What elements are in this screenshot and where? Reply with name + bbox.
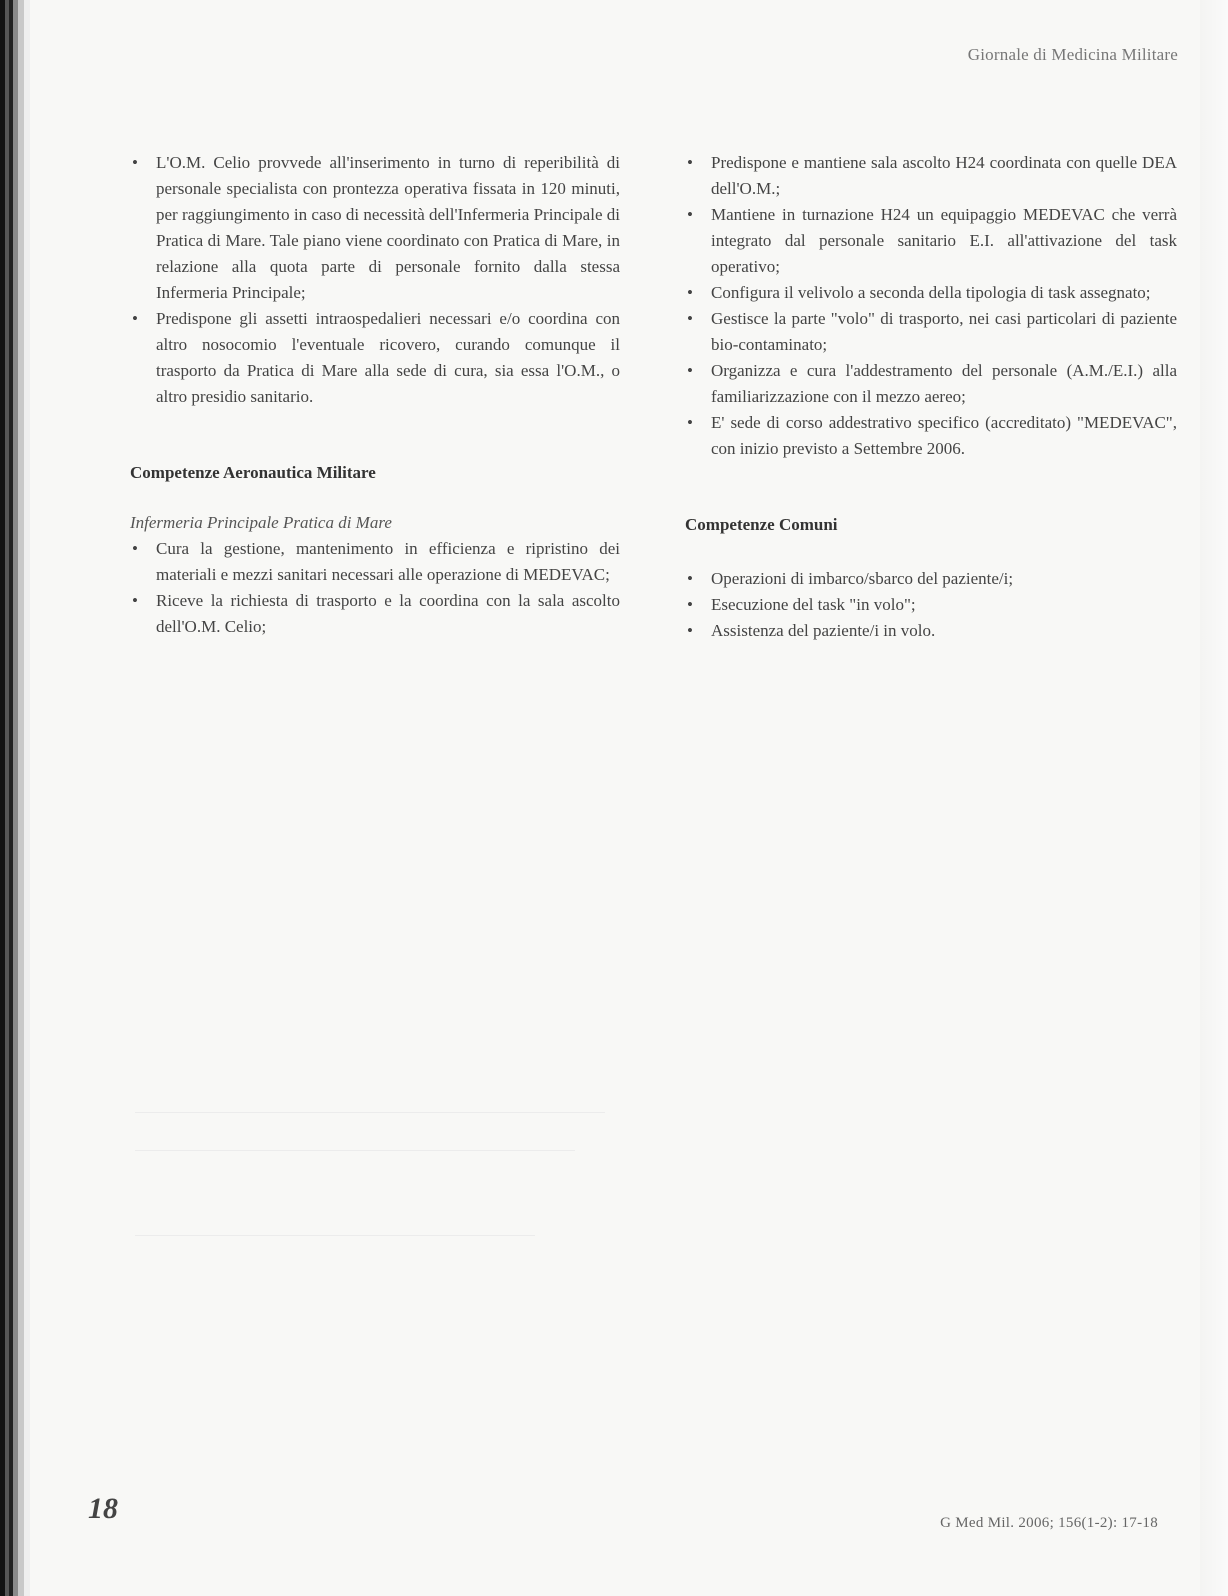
list-item-text: Predispone e mantiene sala ascolto H24 coordinata con quelle DEA dell'O.M.;	[711, 153, 1177, 198]
list-item-text: L'O.M. Celio provvede all'inserimento in turno di reperibilità di personale specialista con prontezza operativa fissata in 120 minuti, per raggiungimento in caso di necessità dell'Infermeria Principale di Pratica di Mare. Tale piano viene coordinato con Pratica di Mare, in relazione alla quota parte di personale fornito dalla stessa Infermeria Principale;	[156, 153, 620, 302]
list-item	[685, 150, 1177, 202]
list-item-text: Organizza e cura l'addestramento del personale (A.M./E.I.) alla familiarizzazione con il mezzo aereo;	[711, 361, 1177, 406]
bullet-icon: •	[687, 621, 693, 640]
list-item	[685, 566, 1177, 592]
bullet-icon: •	[687, 569, 693, 588]
list-item	[130, 588, 620, 640]
bullet-icon: •	[132, 309, 138, 328]
intro-list	[130, 150, 620, 410]
bullet-icon: •	[687, 595, 693, 614]
bleed-through-line	[135, 1150, 575, 1151]
page-number: 18	[88, 1492, 118, 1525]
right-column	[685, 150, 1177, 644]
bullet-icon: •	[687, 153, 693, 172]
list-item-text: Assistenza del paziente/i in volo.	[711, 621, 936, 640]
list-item	[130, 536, 620, 588]
list-item-text: Configura il velivolo a seconda della tipologia di task assegnato;	[711, 283, 1151, 302]
bleed-through-line	[135, 1235, 535, 1236]
list-item	[130, 306, 620, 410]
section-heading-aeronautica: Competenze Aeronautica Militare	[130, 463, 376, 482]
aeronautica-list	[130, 536, 620, 640]
section-heading-comuni: Competenze Comuni	[685, 515, 838, 534]
list-item	[685, 358, 1177, 410]
running-header: Giornale di Medicina Militare	[967, 45, 1178, 64]
book-binding-edge	[0, 0, 30, 1596]
comuni-list	[685, 566, 1177, 644]
list-item-text: Mantiene in turnazione H24 un equipaggio MEDEVAC che verrà integrato dal personale sanitario E.I. all'attivazione del task operativo;	[711, 205, 1177, 276]
bullet-icon: •	[687, 361, 693, 380]
list-item-text: Gestisce la parte "volo" di trasporto, nei casi particolari di paziente bio-contaminato;	[711, 309, 1177, 354]
bullet-icon: •	[132, 539, 138, 558]
list-item-text: Cura la gestione, mantenimento in efficienza e ripristino dei materiali e mezzi sanitari necessari alle operazione di MEDEVAC;	[156, 539, 620, 584]
list-item-text: Predispone gli assetti intraospedalieri necessari e/o coordina con altro nosocomio l'eventuale ricovero, curando comunque il trasporto da Pratica di Mare alla sede di cura, sia essa l'O.M., o altro presidio sanitario.	[156, 309, 620, 406]
subheading-infermeria: Infermeria Principale Pratica di Mare	[130, 513, 392, 532]
bullet-icon: •	[687, 283, 693, 302]
bullet-icon: •	[132, 591, 138, 610]
list-item	[130, 150, 620, 306]
aeronautica-continued-list	[685, 150, 1177, 462]
list-item	[685, 280, 1177, 306]
list-item-text: Operazioni di imbarco/sbarco del paziente/i;	[711, 569, 1014, 588]
bullet-icon: •	[687, 413, 693, 432]
bullet-icon: •	[687, 309, 693, 328]
left-column	[130, 150, 620, 640]
list-item	[685, 306, 1177, 358]
bullet-icon: •	[132, 153, 138, 172]
list-item	[685, 202, 1177, 280]
list-item	[685, 410, 1177, 462]
list-item	[685, 618, 1177, 644]
list-item	[685, 592, 1177, 618]
page-right-edge	[1200, 0, 1228, 1596]
bleed-through-line	[135, 1112, 605, 1113]
list-item-text: E' sede di corso addestrativo specifico (accreditato) "MEDEVAC", con inizio previsto a Settembre 2006.	[711, 413, 1177, 458]
bullet-icon: •	[687, 205, 693, 224]
list-item-text: Riceve la richiesta di trasporto e la coordina con la sala ascolto dell'O.M. Celio;	[156, 591, 620, 636]
citation: G Med Mil. 2006; 156(1-2): 17-18	[940, 1515, 1158, 1531]
list-item-text: Esecuzione del task "in volo";	[711, 595, 916, 614]
